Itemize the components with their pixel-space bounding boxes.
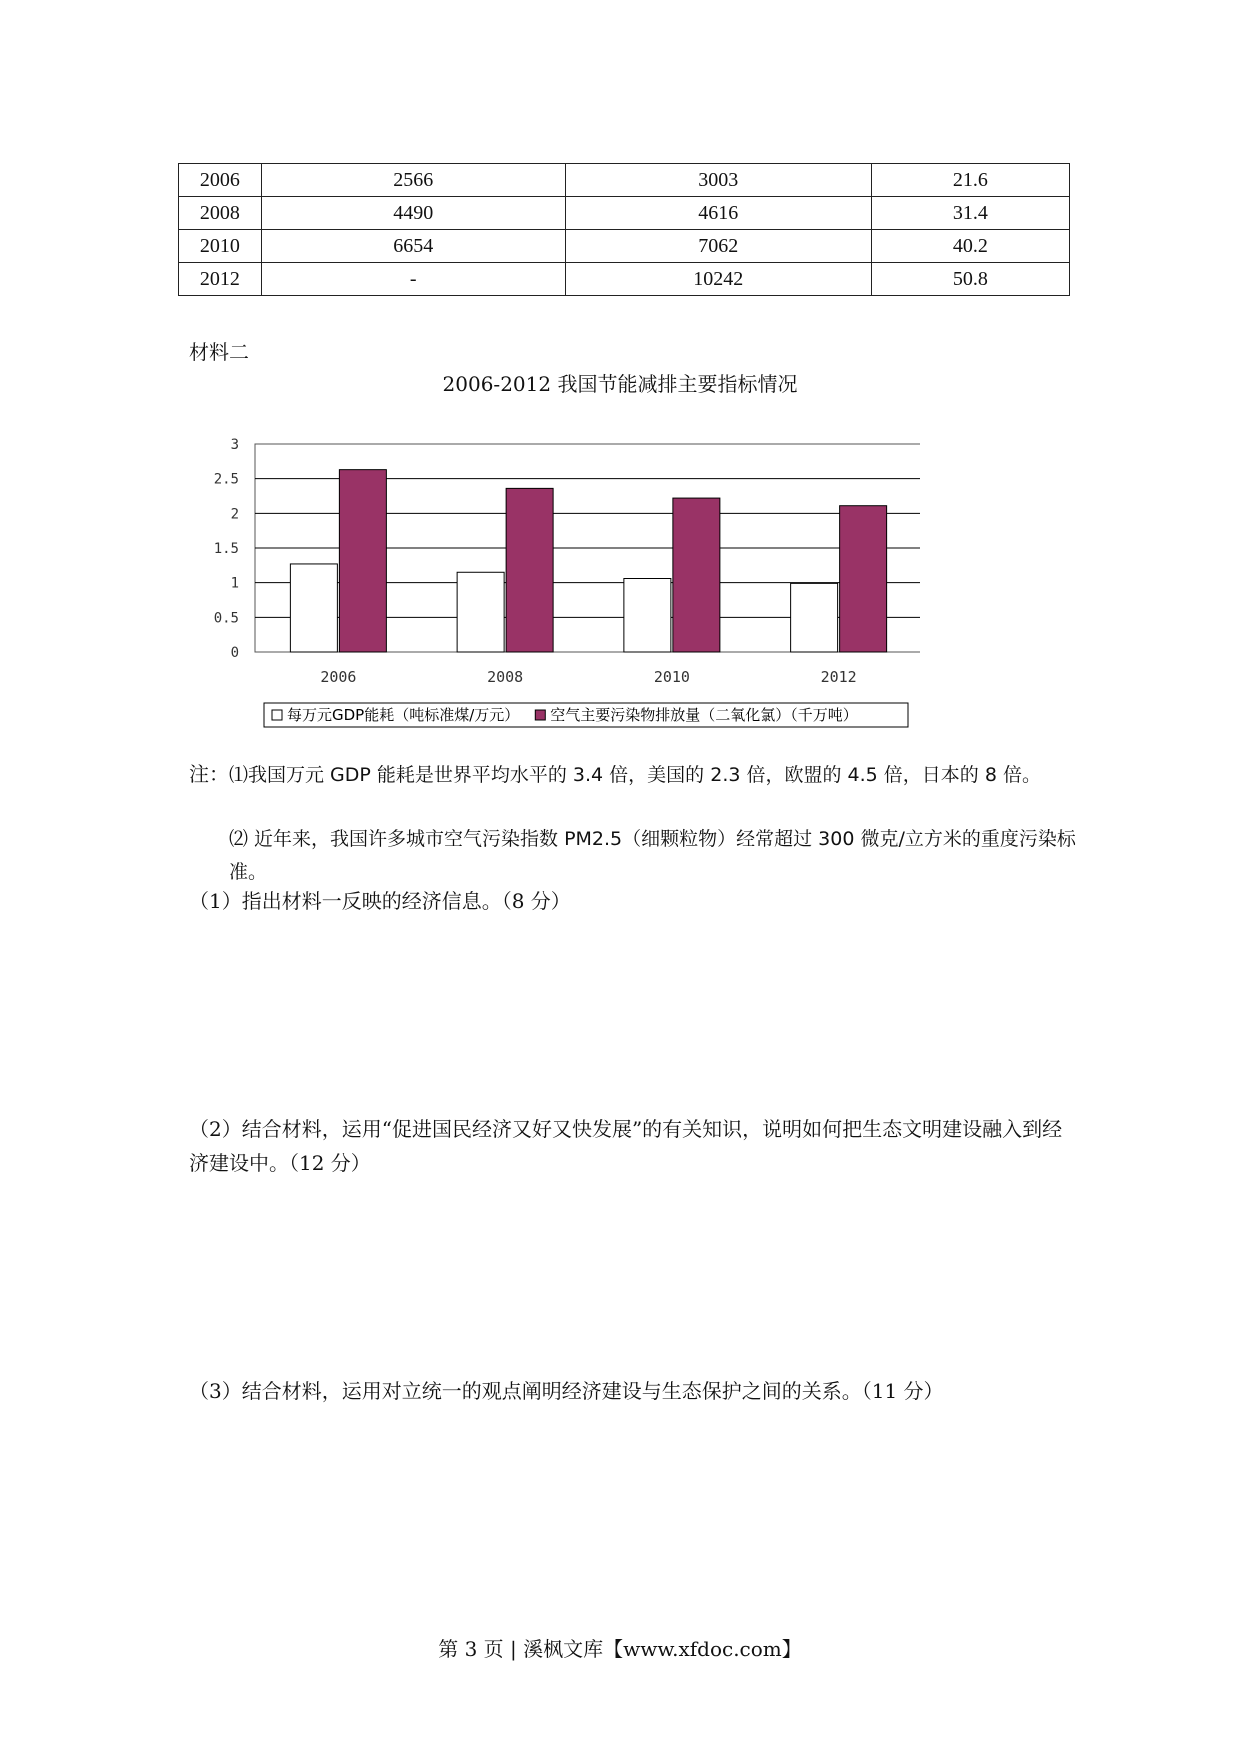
table-row — [179, 164, 1070, 197]
table-row — [179, 230, 1070, 263]
y-tick-label: 2.5 — [213, 471, 239, 488]
table-cell: 21.6 — [871, 164, 1069, 197]
y-tick-label: 2 — [230, 506, 239, 523]
bar-2012-series-2 — [840, 506, 887, 652]
chart-title: 2006-2012 我国节能减排主要指标情况 — [442, 372, 798, 396]
legend-label-1: 每万元GDP能耗（吨标准煤/万元） — [287, 706, 520, 724]
note-1 — [189, 758, 1069, 791]
y-tick-label: 0.5 — [213, 610, 239, 627]
question-1: （1）指出材料一反映的经济信息。（8 分） — [189, 889, 571, 913]
note-1-text: ⑴我国万元 GDP 能耗是世界平均水平的 3.4 倍，美国的 2.3 倍，欧盟的 4.5 倍，日本的 8 倍。 — [229, 764, 1041, 786]
legend-label-2: 空气主要污染物排放量（二氧化氯）（千万吨） — [550, 706, 858, 724]
bar-2006-series-1 — [290, 564, 337, 652]
bar-2012-series-1 — [791, 583, 838, 652]
y-tick-label: 1 — [230, 575, 239, 592]
table-cell: 2008 — [179, 197, 262, 230]
table-cell: 7062 — [565, 230, 871, 263]
note-2 — [189, 822, 1109, 888]
table-cell: 40.2 — [871, 230, 1069, 263]
x-tick-label: 2010 — [653, 668, 690, 686]
table-cell: 2012 — [179, 263, 262, 296]
table-row — [179, 263, 1070, 296]
page-footer: 第 3 页 | 溪枫文库【www.xfdoc.com】 — [438, 1637, 802, 1661]
legend-swatch-1 — [272, 710, 282, 720]
note-2-text: ⑵ 近年来，我国许多城市空气污染指数 PM2.5（细颗粒物）经常超过 300 微克/立方米的重度污染标准。 — [229, 828, 1076, 883]
table-cell: 3003 — [565, 164, 871, 197]
table-cell: 2006 — [179, 164, 262, 197]
bar-2008-series-1 — [457, 572, 504, 652]
y-tick-label: 0 — [230, 645, 239, 661]
table-cell: 10242 — [565, 263, 871, 296]
bar-2010-series-2 — [673, 498, 720, 652]
x-tick-label: 2008 — [487, 668, 524, 686]
question-3: （3）结合材料，运用对立统一的观点阐明经济建设与生态保护之间的关系。（11 分） — [189, 1379, 944, 1403]
legend-swatch-2 — [535, 710, 545, 720]
table-cell: - — [261, 263, 565, 296]
question-2: （2）结合材料，运用“促进国民经济又好又快发展”的有关知识，说明如何把生态文明建设融入到经济建设中。（12 分） — [189, 1117, 1063, 1175]
note-prefix: 注： — [189, 762, 229, 786]
data-table — [178, 163, 1070, 296]
table-cell: 4490 — [261, 197, 565, 230]
bar-chart — [200, 430, 920, 730]
material-two-label: 材料二 — [189, 340, 249, 364]
table-cell: 50.8 — [871, 263, 1069, 296]
table-cell: 4616 — [565, 197, 871, 230]
table-cell: 2566 — [261, 164, 565, 197]
table-row — [179, 197, 1070, 230]
y-tick-label: 1.5 — [213, 541, 239, 557]
table-cell: 6654 — [261, 230, 565, 263]
table-cell: 31.4 — [871, 197, 1069, 230]
x-tick-label: 2012 — [820, 668, 857, 686]
bar-2008-series-2 — [506, 488, 553, 652]
y-tick-label: 3 — [230, 437, 239, 453]
x-tick-label: 2006 — [320, 668, 357, 686]
bar-2006-series-2 — [339, 470, 386, 652]
bar-2010-series-1 — [624, 579, 671, 652]
table-cell: 2010 — [179, 230, 262, 263]
table-body — [179, 164, 1070, 296]
